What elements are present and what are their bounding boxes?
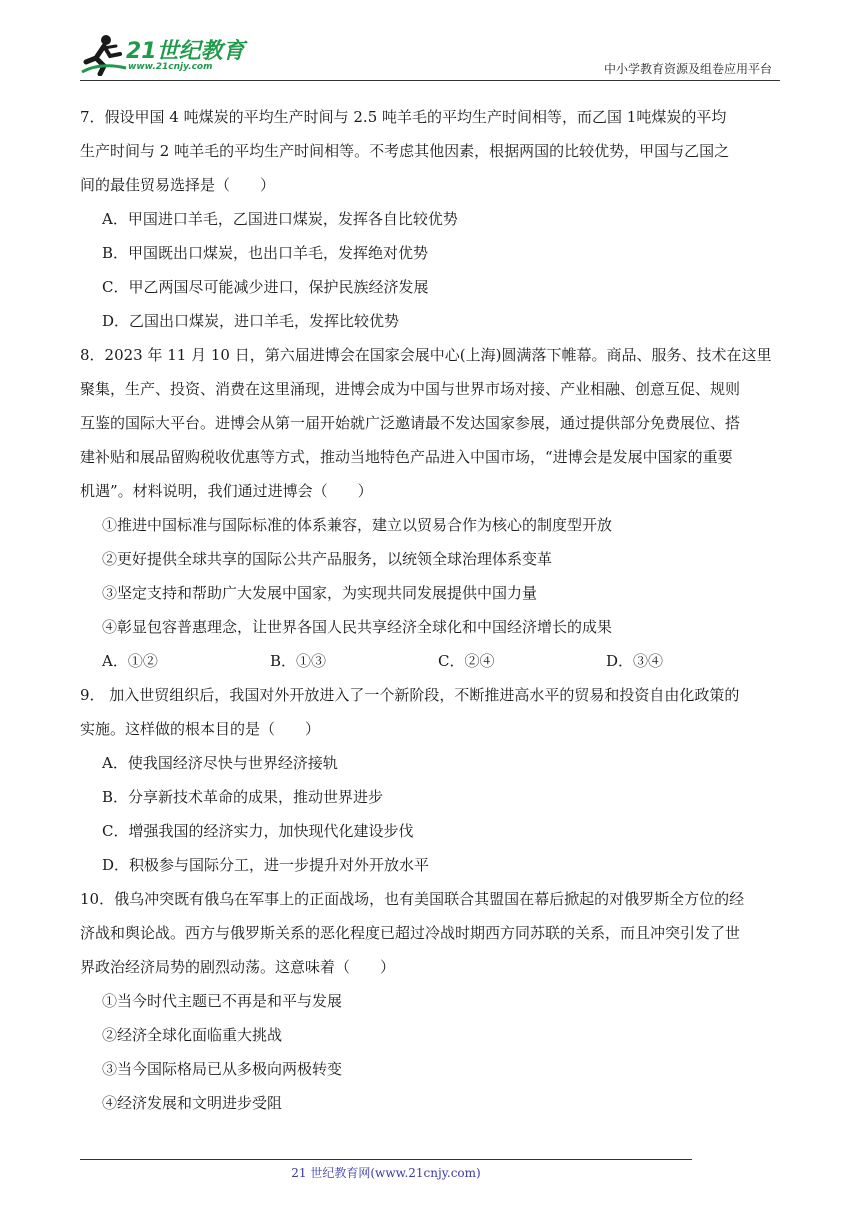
question-stem-line: 实施。这样做的根本目的是（ ） (80, 720, 321, 738)
statement-4: ④彰显包容普惠理念，让世界各国人民共享经济全球化和中国经济增长的成果 (102, 618, 613, 636)
statement-3: ③坚定支持和帮助广大发展中国家，为实现共同发展提供中国力量 (102, 584, 538, 602)
question-stem-line: 间的最佳贸易选择是（ ） (80, 176, 276, 194)
runner-icon (80, 32, 130, 76)
statement-2: ②更好提供全球共享的国际公共产品服务，以统领全球治理体系变革 (102, 550, 553, 568)
question-stem-line: 8．2023 年 11 月 10 日，第六届进博会在国家会展中心(上海)圆满落下帷幕。商品、服务、技术在这里 (80, 346, 772, 364)
platform-name: 中小学教育资源及组卷应用平台 (603, 62, 772, 76)
question-stem-line: 9． 加入世贸组织后，我国对外开放进入了一个新阶段，不断推进高水平的贸易和投资自由化政策的 (80, 686, 740, 704)
footer-divider (80, 1159, 692, 1160)
option-d: D．积极参与国际分工，进一步提升对外开放水平 (102, 856, 430, 874)
statement-1: ①推进中国标准与国际标准的体系兼容，建立以贸易合作为核心的制度型开放 (102, 516, 613, 534)
choice-a: A．①② (102, 652, 158, 670)
option-c: C．甲乙两国尽可能减少进口，保护民族经济发展 (102, 278, 429, 296)
site-logo (80, 32, 250, 76)
question-10 (80, 882, 780, 1120)
question-stem-line: 生产时间与 2 吨羊毛的平均生产时间相等。不考虑其他因素，根据两国的比较优势，甲国与乙国之 (80, 142, 730, 160)
statement-3: ③当今国际格局已从多极向两极转变 (102, 1060, 343, 1078)
logo-text: 21世纪教育 (126, 39, 245, 64)
option-b: B．甲国既出口煤炭，也出口羊毛，发挥绝对优势 (102, 244, 429, 262)
question-stem-line: 济战和舆论战。西方与俄罗斯关系的恶化程度已超过冷战时期西方同苏联的关系，而且冲突引发了世 (80, 924, 741, 942)
question-stem-line: 7．假设甲国 4 吨煤炭的平均生产时间与 2.5 吨羊毛的平均生产时间相等，而乙国 1吨煤炭的平均 (80, 108, 727, 126)
page-header (80, 32, 780, 80)
statement-1: ①当今时代主题已不再是和平与发展 (102, 992, 343, 1010)
statement-4: ④经济发展和文明进步受阻 (102, 1094, 283, 1112)
choice-b: B．①③ (270, 652, 327, 670)
choice-c: C．②④ (438, 652, 495, 670)
option-c: C．增强我国的经济实力，加快现代化建设步伐 (102, 822, 414, 840)
question-7 (80, 100, 780, 338)
logo-url: www.21cnjy.com (128, 62, 213, 72)
footer-site-link[interactable]: 21 世纪教育网(www.21cnjy.com) (291, 1166, 481, 1180)
question-8 (80, 338, 780, 678)
option-a: A．使我国经济尽快与世界经济接轨 (102, 754, 338, 772)
question-stem-line: 聚集，生产、投资、消费在这里涌现，进博会成为中国与世界市场对接、产业相融、创意互促、规则 (80, 380, 741, 398)
option-b: B．分享新技术革命的成果，推动世界进步 (102, 788, 384, 806)
question-list (80, 100, 780, 1120)
choice-d: D．③④ (606, 652, 664, 670)
header-divider (80, 80, 780, 81)
question-9 (80, 678, 780, 882)
question-stem-line: 界政治经济局势的剧烈动荡。这意味着（ ） (80, 958, 396, 976)
question-stem-line: 互鉴的国际大平台。进博会从第一届开始就广泛邀请最不发达国家参展，通过提供部分免费展位、搭 (80, 414, 741, 432)
choice-row (80, 644, 780, 678)
question-stem-line: 建补贴和展品留购税收优惠等方式，推动当地特色产品进入中国市场，“进博会是发展中国家的重要 (80, 448, 733, 466)
option-d: D．乙国出口煤炭，进口羊毛，发挥比较优势 (102, 312, 400, 330)
statement-2: ②经济全球化面临重大挑战 (102, 1026, 283, 1044)
question-stem-line: 机遇”。材料说明，我们通过进博会（ ） (80, 482, 373, 500)
question-stem-line: 10．俄乌冲突既有俄乌在军事上的正面战场，也有美国联合其盟国在幕后掀起的对俄罗斯全方位的经 (80, 890, 745, 908)
option-a: A．甲国进口羊毛，乙国进口煤炭，发挥各自比较优势 (102, 210, 458, 228)
